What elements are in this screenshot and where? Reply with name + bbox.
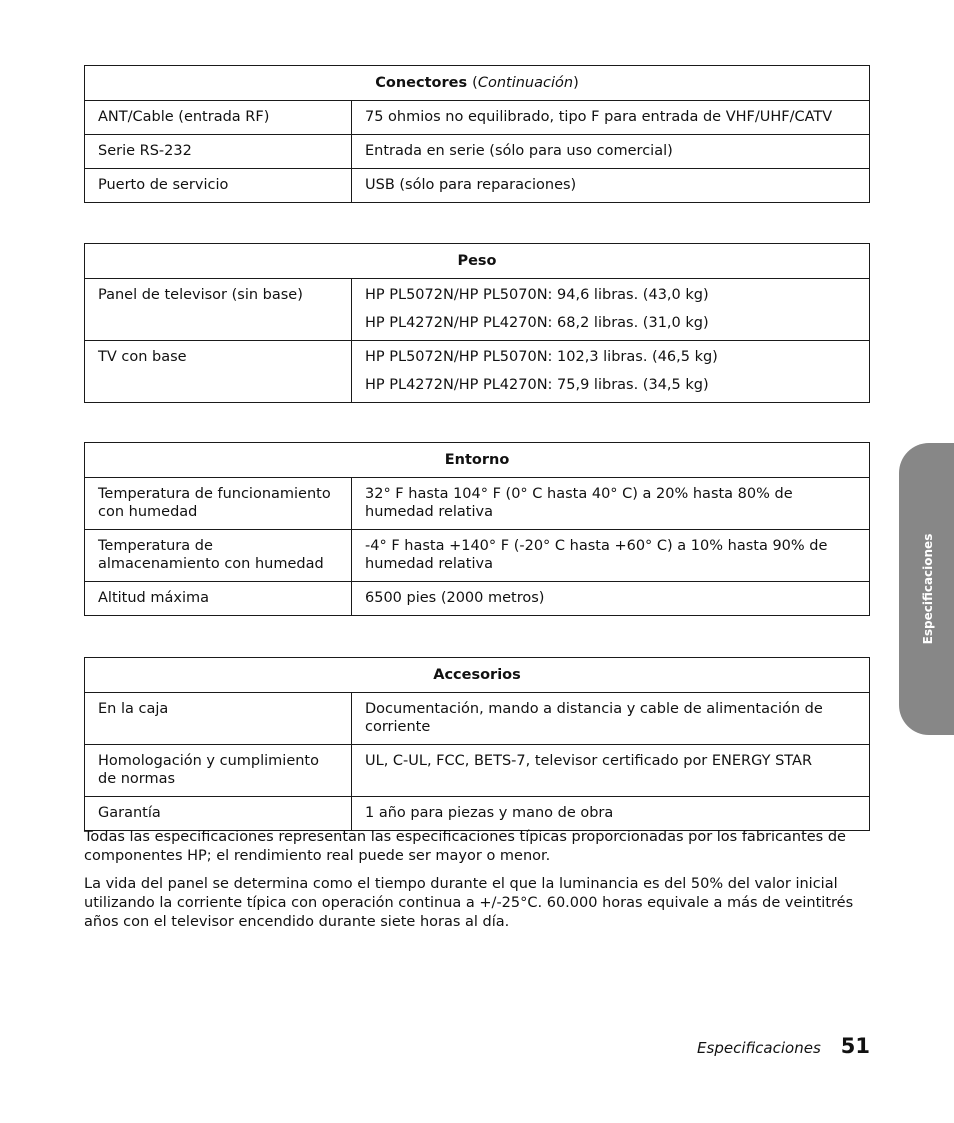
table-row: [85, 693, 870, 745]
table-row: [85, 279, 870, 341]
row-label: ANT/Cable (entrada RF): [85, 101, 352, 135]
table-row: [85, 101, 870, 135]
note-paragraph: La vida del panel se determina como el tiempo durante el que la luminancia es del 50% del valor inicial utilizando la corriente típica con operación continua a +/-25°C. 60.000 horas equivale a más de veintitrés años con el televisor encendido durante siete horas al día.: [84, 876, 854, 930]
table-row: [85, 745, 870, 797]
page-number: 51: [840, 1034, 870, 1058]
row-value: 6500 pies (2000 metros): [352, 582, 870, 616]
row-label: TV con base: [85, 341, 352, 403]
note-paragraph: Todas las especificaciones representan las especificaciones típicas proporcionadas por los fabricantes de componentes HP; el rendimiento real puede ser mayor o menor.: [84, 829, 846, 864]
table-row: [85, 478, 870, 530]
table-row: [85, 341, 870, 403]
table-row: [85, 530, 870, 582]
row-value-line: HP PL4272N/HP PL4270N: 68,2 libras. (31,0 kg): [365, 315, 709, 331]
peso-table: [84, 243, 870, 403]
notes: [84, 875, 884, 932]
row-value: [352, 279, 870, 341]
table-row: [85, 797, 870, 831]
row-value-line: HP PL5072N/HP PL5070N: 102,3 libras. (46,5 kg): [365, 349, 718, 365]
table-row: [85, 582, 870, 616]
page-footer: [697, 1034, 870, 1058]
row-value: Documentación, mando a distancia y cable de alimentación de corriente: [352, 693, 870, 745]
accesorios-table: [84, 657, 870, 831]
row-value: 32° F hasta 104° F (0° C hasta 40° C) a 20% hasta 80% de humedad relativa: [352, 478, 870, 530]
conectores-title-note: Continuación: [477, 75, 574, 91]
row-value: USB (sólo para reparaciones): [352, 169, 870, 203]
footer-section: Especificaciones: [697, 1039, 821, 1057]
row-value: Entrada en serie (sólo para uso comercial): [352, 135, 870, 169]
peso-title: Peso: [85, 244, 870, 279]
row-label: Temperatura de funcionamiento con humedad: [85, 478, 352, 530]
row-value: 75 ohmios no equilibrado, tipo F para entrada de VHF/UHF/CATV: [352, 101, 870, 135]
row-value: 1 año para piezas y mano de obra: [352, 797, 870, 831]
row-label: Garantía: [85, 797, 352, 831]
conectores-header: Conectores (Continuación): [85, 66, 870, 101]
accesorios-title: Accesorios: [85, 658, 870, 693]
row-label: Puerto de servicio: [85, 169, 352, 203]
side-tab-label: Especificaciones: [921, 533, 935, 645]
row-label: Homologación y cumplimiento de normas: [85, 745, 352, 797]
entorno-title: Entorno: [85, 443, 870, 478]
notes: [84, 828, 884, 866]
table-row: [85, 135, 870, 169]
row-value: [352, 341, 870, 403]
row-label: En la caja: [85, 693, 352, 745]
conectores-table: [84, 65, 870, 203]
entorno-table: [84, 442, 870, 616]
table-row: [85, 169, 870, 203]
conectores-title: Conectores: [375, 75, 468, 91]
row-label: Temperatura de almacenamiento con humedad: [85, 530, 352, 582]
row-label: Serie RS-232: [85, 135, 352, 169]
row-value-line: HP PL4272N/HP PL4270N: 75,9 libras. (34,5 kg): [365, 377, 709, 393]
row-value-line: HP PL5072N/HP PL5070N: 94,6 libras. (43,0 kg): [365, 287, 709, 303]
row-value: -4° F hasta +140° F (-20° C hasta +60° C) a 10% hasta 90% de humedad relativa: [352, 530, 870, 582]
row-label: Altitud máxima: [85, 582, 352, 616]
row-label: Panel de televisor (sin base): [85, 279, 352, 341]
row-value: UL, C-UL, FCC, BETS-7, televisor certificado por ENERGY STAR: [352, 745, 870, 797]
